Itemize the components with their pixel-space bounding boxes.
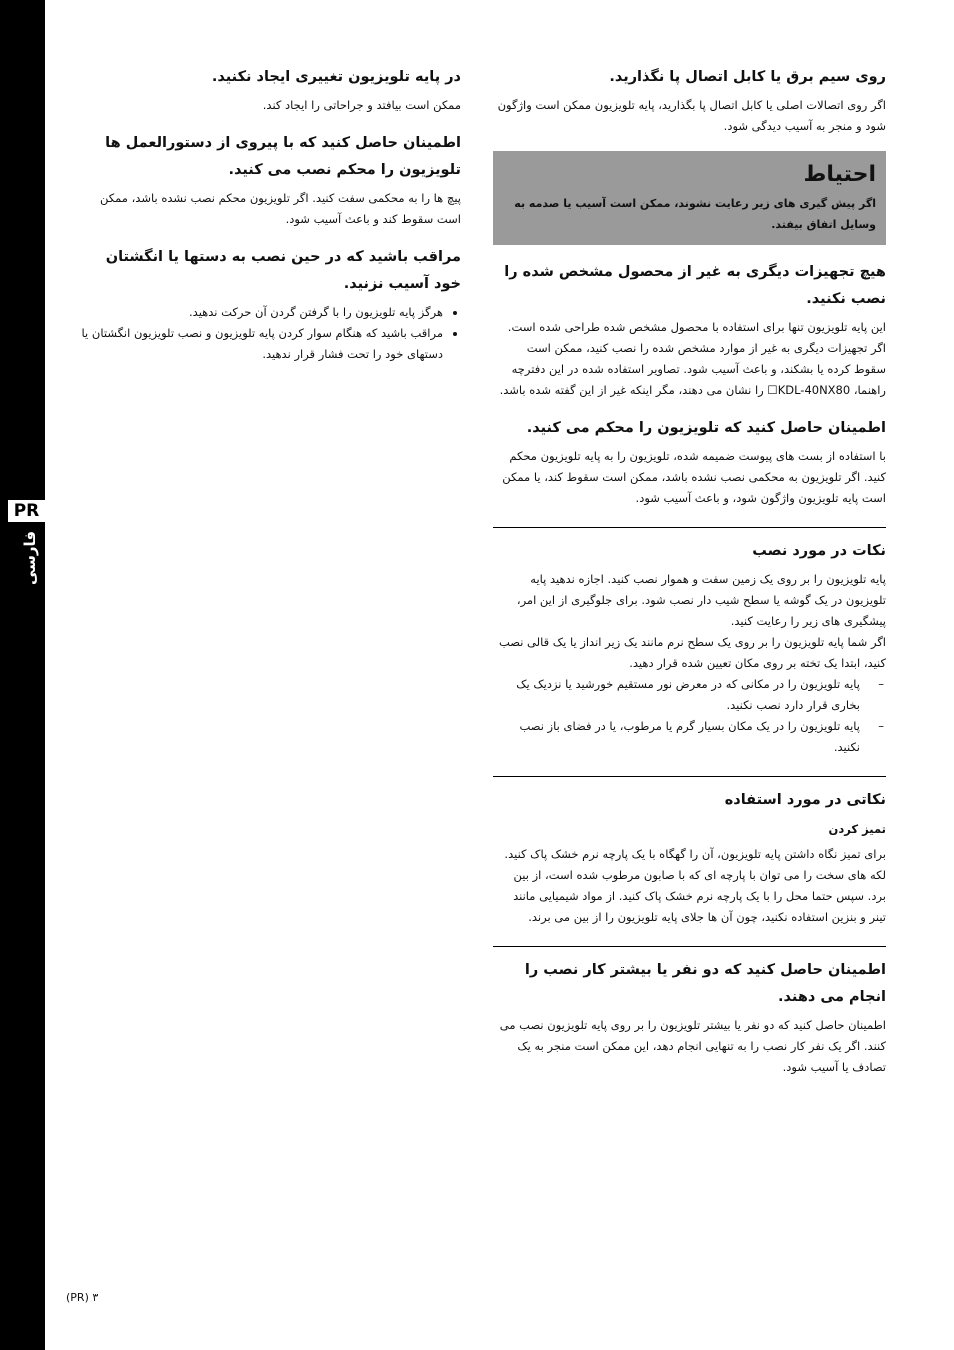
language-sidebar bbox=[0, 0, 45, 1350]
section-title: روی سیم برق یا کابل اتصال پا نگذارید. bbox=[609, 69, 886, 85]
section-body: اگر شما پایه تلویزیون را بر روی یک سطح نرم مانند یک زیر انداز یا یک قالی نصب کنید، ابتدا یک تخته بر روی مکان تعیین شده قرار دهید. bbox=[498, 635, 886, 670]
caution-box bbox=[493, 151, 886, 245]
list-item: – پایه تلویزیون را در یک مکان بسیار گرم یا مرطوب، یا در فضای باز نصب نکنید. bbox=[493, 716, 860, 758]
section-title: نکات در مورد نصب bbox=[752, 543, 886, 559]
section-title: در پایه تلویزیون تغییری ایجاد نکنید. bbox=[211, 69, 461, 85]
section-body: این پایه تلویزیون تنها برای استفاده با محصول مشخص شده طراحی شده است. اگر تجهیزات دیگری به غیر از موارد مشخص شده را نصب کنید، ممکن است سقوط کرده یا بشکند، و باعث آسیب شود. تصاویر استفاده شده در این دفترچه راهنما، KDL-40NX80☐ را نشان می دهند، مگر اینکه غیر از این گفته شده باشد. bbox=[499, 320, 886, 397]
right-column bbox=[493, 64, 886, 1092]
safety-list bbox=[76, 302, 461, 365]
list-item: • هرگز پایه تلویزیون را با گرفتن گردن آن حرکت ندهید. bbox=[76, 302, 443, 323]
section-divider bbox=[493, 776, 886, 928]
section-body: برای تمیز نگاه داشتن پایه تلویزیون، آن را گهگاه با یک پارچه نرم خشک پاک کنید. لکه های سخت را می توان با پارچه ای که با صابون مرطوب شده است، از بین برد. سپس حتما محل را با یک پارچه نرم خشک پاک کنید. از مواد شیمیایی مانند تینر و بنزین استفاده نکنید، چون آن ها جلای پایه تلویزیون را از بین می برند. bbox=[504, 847, 886, 924]
section-divider bbox=[493, 527, 886, 758]
section-body: با استفاده از بست های پیوست ضمیمه شده، تلویزیون را به پایه تلویزیون محکم کنید. اگر تلویزیون به محکمی نصب نشده باشد، ممکن است سقوط کند، یا ممکن است پایه تلویزیون واژگون شود، و باعث آسیب شود. bbox=[502, 449, 886, 505]
list-item: – پایه تلویزیون را در مکانی که در معرض نور مستقیم خورشید یا نزدیک یک بخاری قرار دارد نصب نکنید. bbox=[493, 674, 860, 716]
section-title: اطمینان حاصل کنید که تلویزیون را محکم می کنید. bbox=[526, 420, 886, 436]
section-title: مراقب باشید که در حین نصب به دستها یا انگشتان خود آسیب نزنید. bbox=[105, 249, 461, 292]
section-body: ممکن است بیافتد و جراحاتی را ایجاد کند. bbox=[262, 98, 461, 112]
subsection-title: تمیز کردن bbox=[828, 822, 886, 836]
section-body: اگر روی اتصالات اصلی یا کابل اتصال پا بگذارید، پایه تلویزیون ممکن است واژگون شود و منجر به آسیب دیدگی شود. bbox=[497, 98, 886, 133]
install-list bbox=[493, 674, 886, 758]
page-number: (PR) ۳ bbox=[66, 1291, 99, 1304]
language-label: فارسی bbox=[21, 530, 39, 586]
language-code-tab: PR bbox=[8, 500, 45, 522]
section-title: هیچ تجهیزات دیگری به غیر از محصول مشخص شده را نصب نکنید. bbox=[504, 264, 886, 307]
caution-body: اگر پیش گیری های زیر رعایت نشوند، ممکن است آسیب یا صدمه به وسایل اتفاق بیفتد. bbox=[514, 197, 876, 231]
caution-title: احتیاط bbox=[803, 162, 876, 187]
section-title: اطمینان حاصل کنید که با پیروی از دستورالعمل ها تلویزیون را محکم نصب می کنید. bbox=[105, 135, 461, 178]
section-title: اطمینان حاصل کنید که دو نفر یا بیشتر کار نصب را انجام می دهند. bbox=[524, 962, 886, 1005]
section-body: پیچ ها را به محکمی سفت کنید. اگر تلویزیون محکم نصب نشده باشد، ممکن است سقوط کند و باعث آسیب شود. bbox=[100, 191, 461, 226]
section-title: نکاتی در مورد استفاده bbox=[724, 792, 886, 808]
section-divider bbox=[493, 946, 886, 1078]
section-body: اطمینان حاصل کنید که دو نفر یا بیشتر تلویزیون را بر روی پایه تلویزیون نصب می کنند. اگر یک نفر کار نصب را به تنهایی انجام دهد، این ممکن است منجر به یک تصادف یا آسیب شود. bbox=[499, 1018, 886, 1074]
section-body: پایه تلویزیون را بر روی یک زمین سفت و هموار نصب کنید. اجازه ندهید پایه تلویزیون در یک گوشه یا سطح شیب دار نصب شود. برای جلوگیری از این امر، پیشگیری های زیر را رعایت کنید. bbox=[516, 572, 886, 628]
left-column bbox=[76, 64, 461, 379]
list-item: • مراقب باشید که هنگام سوار کردن پایه تلویزیون و نصب تلویزیون انگشتان یا دستهای خود را تحت فشار قرار ندهید. bbox=[76, 323, 443, 365]
